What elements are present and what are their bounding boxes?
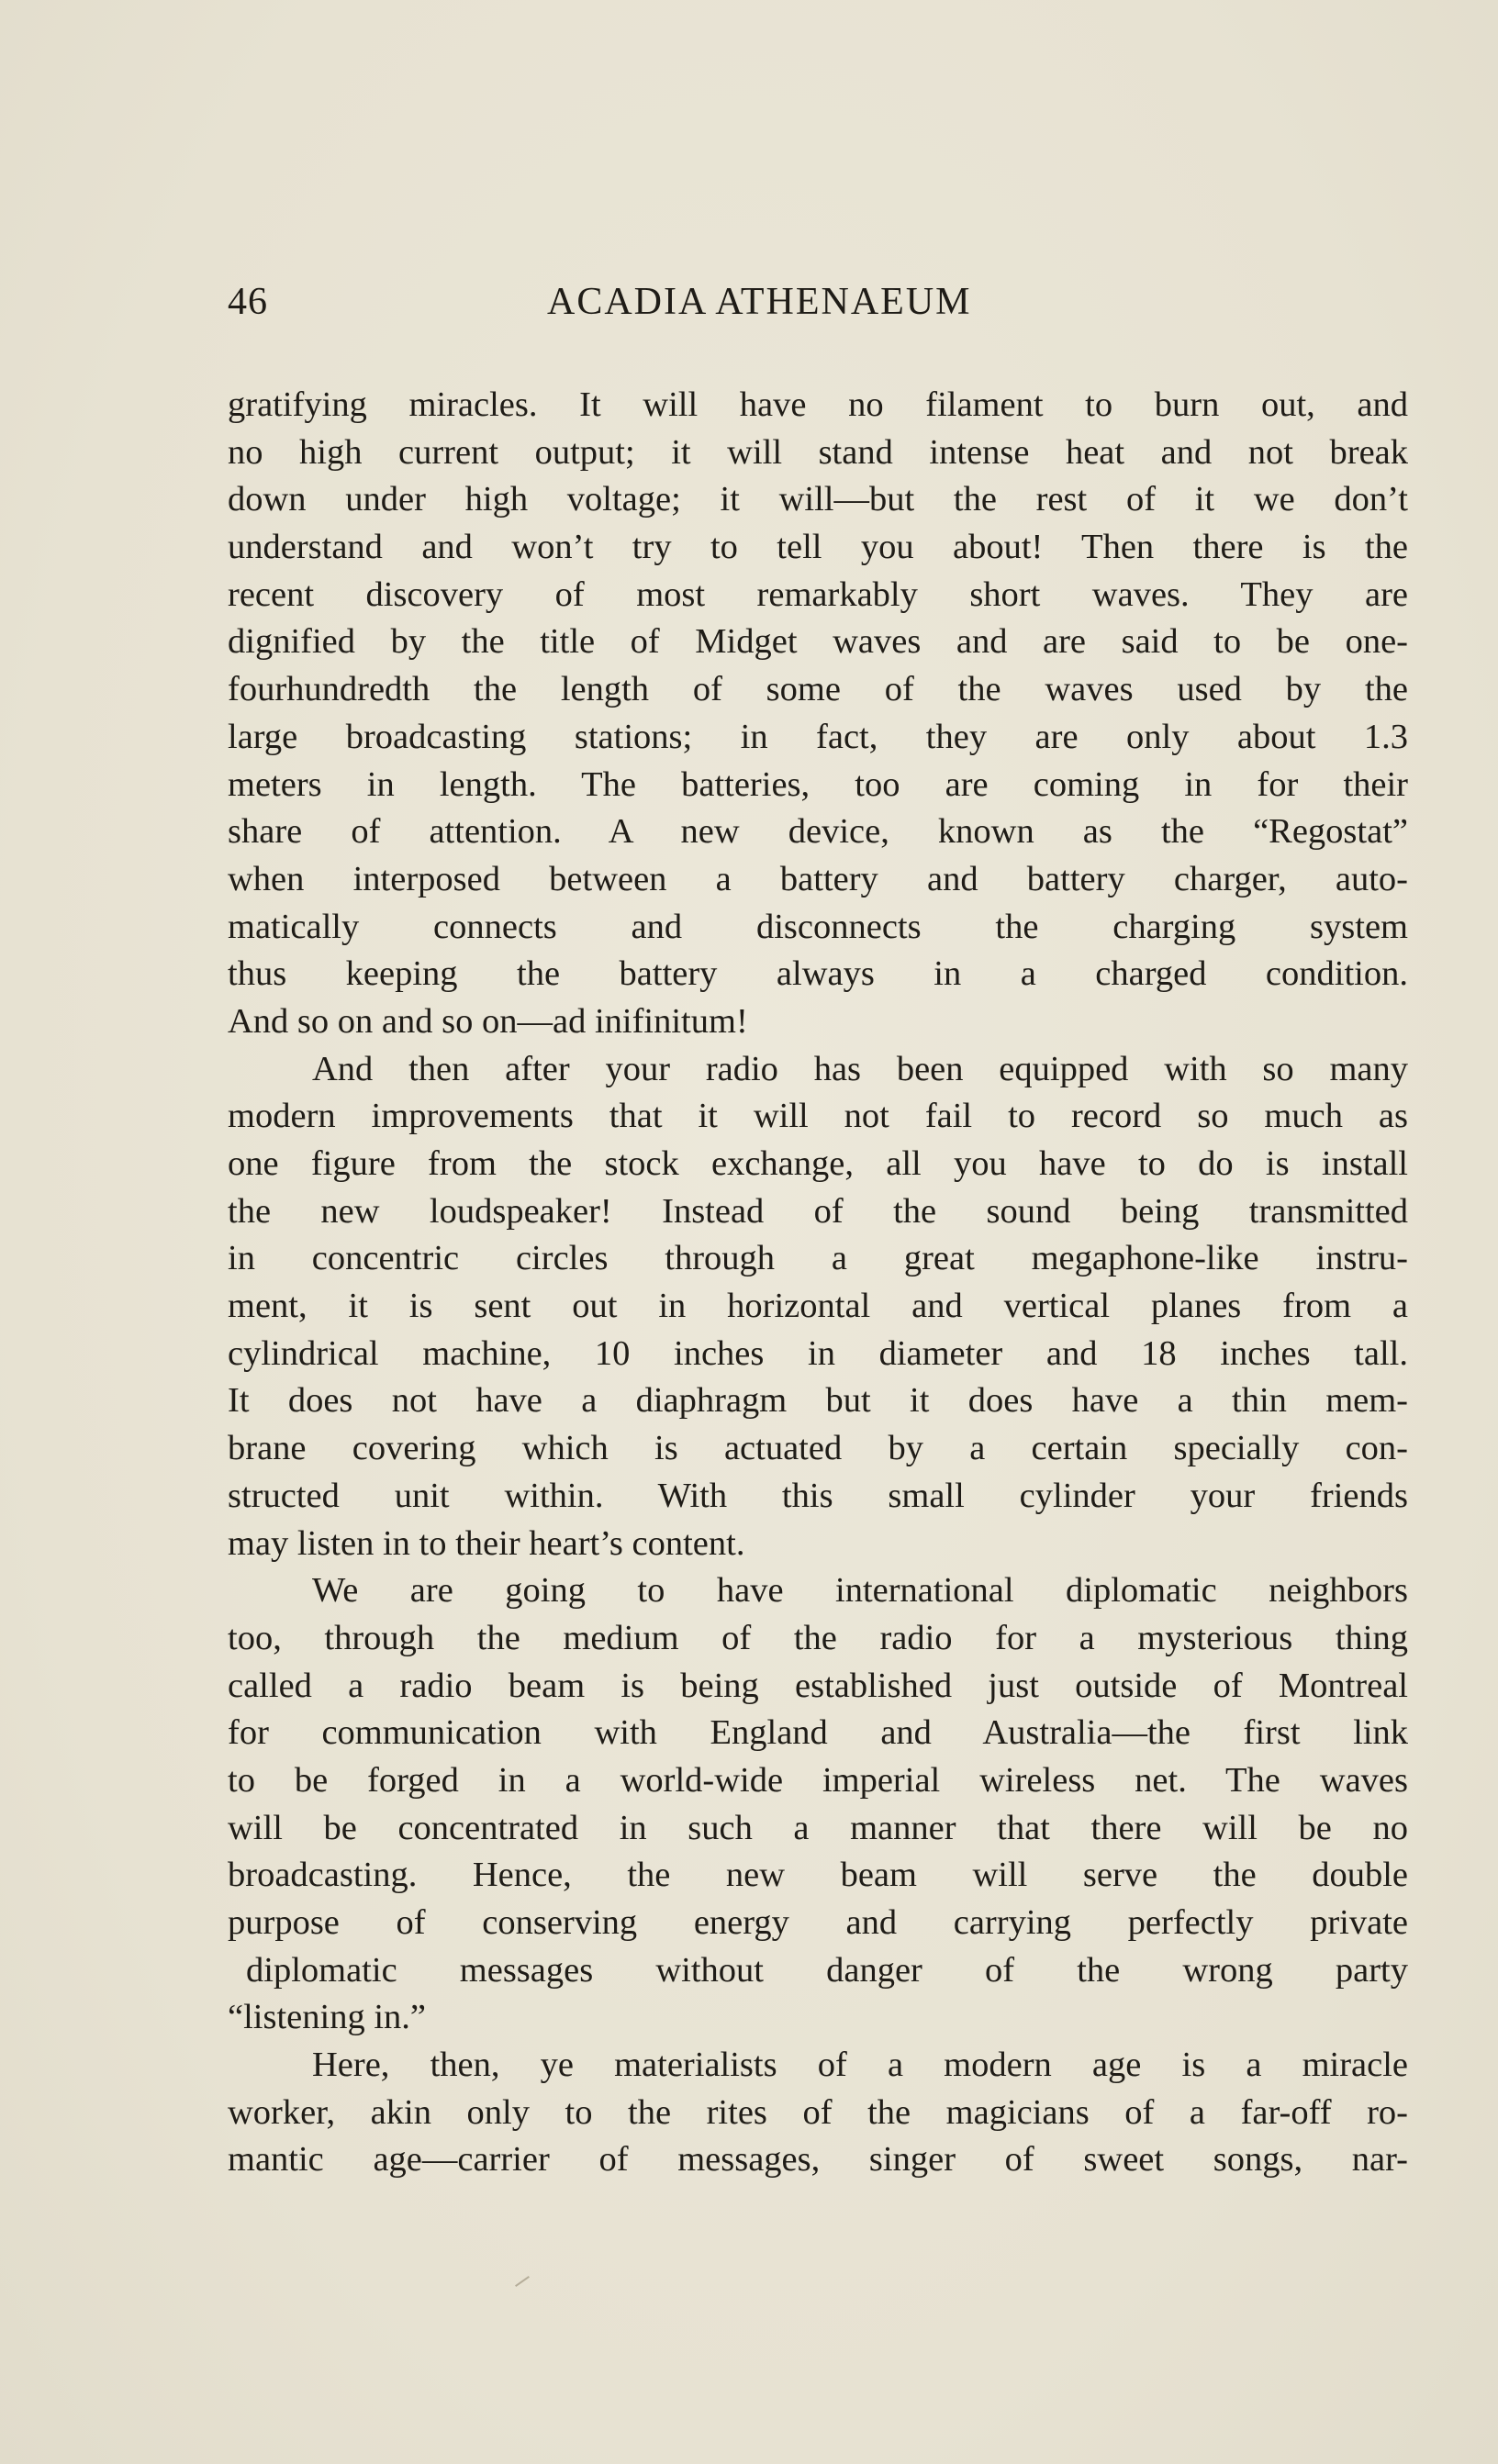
text-line: We are going to have international diplomatic neighbors	[312, 1571, 1408, 1611]
text-line: purpose of conserving energy and carrying perfectly private	[228, 1903, 1408, 1942]
text-line: worker, akin only to the rites of the magicians of a far-off ro-	[228, 2092, 1408, 2132]
text-line: diplomatic messages without danger of the wrong party	[246, 1950, 1408, 1990]
page-header	[228, 280, 1272, 335]
text-line: “listening in.”	[228, 1998, 426, 2037]
text-line: And so on and so on—ad inifinitum!	[228, 1001, 748, 1041]
paragraph-2	[228, 1046, 1408, 1568]
text-line: brane covering which is actuated by a certain specially con-	[228, 1429, 1408, 1468]
text-line: thus keeping the battery always in a charged condition.	[228, 954, 1408, 994]
running-title: ACADIA ATHENAEUM	[547, 281, 972, 323]
text-line: no high current output; it will stand intense heat and not break	[228, 432, 1408, 472]
text-line: mantic age—carrier of messages, singer of sweet songs, nar-	[228, 2140, 1408, 2180]
text-line: for communication with England and Australia—the first link	[228, 1713, 1408, 1753]
text-line: too, through the medium of the radio for a mysterious thing	[228, 1618, 1408, 1657]
paragraph-3	[228, 1567, 1408, 2042]
text-line: down under high voltage; it will—but the rest of it we don’t	[228, 480, 1408, 519]
text-line: the new loudspeaker! Instead of the sound being transmitted	[228, 1191, 1408, 1231]
text-line: called a radio beam is being established just outside of Montreal	[228, 1666, 1408, 1705]
page-number: 46	[228, 281, 268, 323]
text-line: in concentric circles through a great megaphone-like instru-	[228, 1239, 1408, 1278]
text-line: one figure from the stock exchange, all you have to do is install	[228, 1144, 1408, 1183]
text-line: And then after your radio has been equipped with so many	[312, 1049, 1408, 1088]
text-line: modern improvements that it will not fail to record so much as	[228, 1097, 1408, 1136]
text-line: dignified by the title of Midget waves and are said to be one-	[228, 622, 1408, 662]
text-line: ment, it is sent out in horizontal and vertical planes from a	[228, 1287, 1408, 1326]
paragraph-1	[228, 382, 1408, 1046]
text-line: large broadcasting stations; in fact, they are only about 1.3	[228, 717, 1408, 756]
text-line: Here, then, ye materialists of a modern age is a miracle	[312, 2046, 1408, 2085]
body-text	[228, 382, 1408, 2184]
text-line: when interposed between a battery and battery charger, auto-	[228, 859, 1408, 898]
text-line: meters in length. The batteries, too are coming in for their	[228, 764, 1408, 804]
text-line: share of attention. A new device, known as the “Regostat”	[228, 812, 1408, 852]
text-line: matically connects and disconnects the charging system	[228, 907, 1408, 946]
text-line: cylindrical machine, 10 inches in diameter and 18 inches tall.	[228, 1333, 1408, 1373]
text-line: broadcasting. Hence, the new beam will serve the double	[228, 1856, 1408, 1895]
text-line: to be forged in a world-wide imperial wireless net. The waves	[228, 1760, 1408, 1800]
text-line: gratifying miracles. It will have no filament to burn out, and	[228, 385, 1408, 424]
text-line: It does not have a diaphragm but it does have a thin mem-	[228, 1381, 1408, 1421]
text-line: fourhundredth the length of some of the waves used by the	[228, 670, 1408, 709]
text-line: will be concentrated in such a manner that there will be no	[228, 1808, 1408, 1847]
text-line: structed unit within. With this small cylinder your friends	[228, 1476, 1408, 1515]
text-line: may listen in to their heart’s content.	[228, 1523, 745, 1563]
paper-speck	[515, 2276, 530, 2287]
text-line: understand and won’t try to tell you about! Then there is the	[228, 528, 1408, 567]
paragraph-4	[228, 2042, 1408, 2184]
text-line: recent discovery of most remarkably short waves. They are	[228, 574, 1408, 614]
